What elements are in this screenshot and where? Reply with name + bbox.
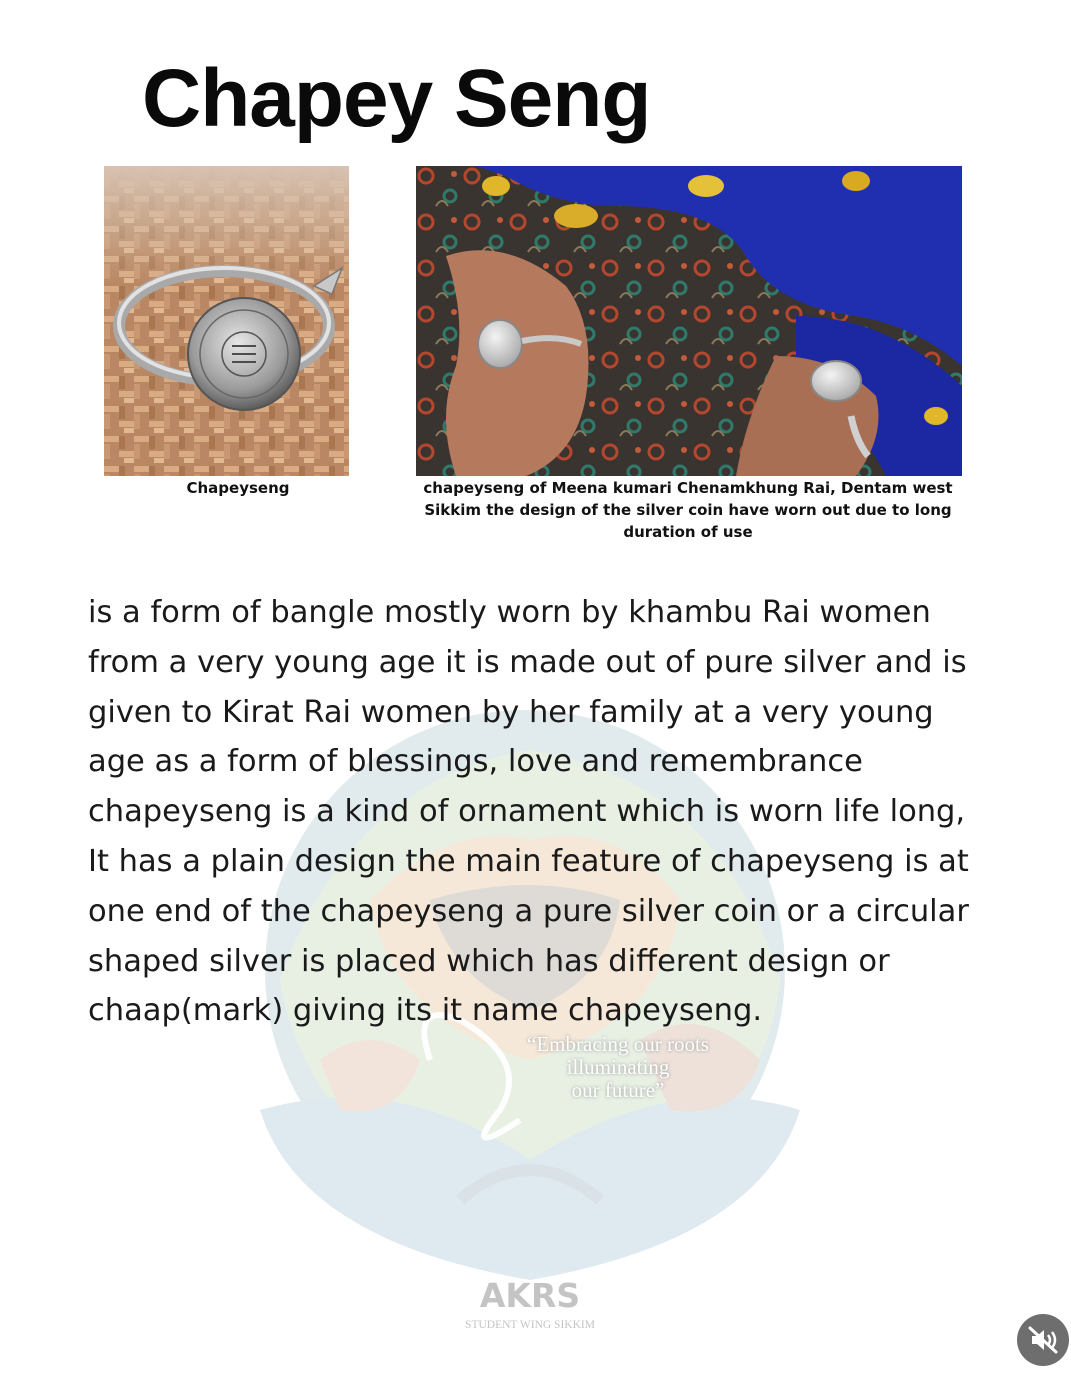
description-line: from a very young age it is made out of pure silver and is — [88, 644, 967, 680]
speaker-muted-icon — [1017, 1314, 1069, 1366]
description-line: one end of the chapeyseng a pure silver coin or a circular — [88, 893, 969, 929]
chapeyseng-photo — [104, 166, 349, 476]
description-line: chapeyseng is a kind of ornament which is worn life long, — [88, 794, 966, 830]
worn-chapeyseng-photo — [416, 166, 962, 476]
worn-chapeyseng-caption: chapeyseng of Meena kumari Chenamkhung Rai, Dentam west Sikkim the design of the silver coin have worn out due to long duration of use — [423, 479, 953, 541]
description-line: age as a form of blessings, love and remembrance — [88, 744, 863, 780]
description-line: given to Kirat Rai women by her family at a very young — [88, 694, 934, 730]
chapeyseng-caption: Chapeyseng — [186, 479, 290, 497]
wrists-image — [416, 166, 962, 476]
watermark-motto — [508, 1033, 728, 1102]
org-wing-text: STUDENT WING SIKKIM — [465, 1319, 595, 1331]
motto-line: “Embracing our roots — [527, 1032, 709, 1056]
description-line: shaped silver is placed which has different design or — [88, 943, 890, 979]
description-line: It has a plain design the main feature of chapeyseng is at — [88, 843, 969, 879]
motto-line: our future” — [571, 1078, 665, 1102]
motto-line: illuminating — [566, 1055, 670, 1079]
description-line: chaap(mark) giving its it name chapeyseng. — [88, 993, 763, 1029]
bangle-image — [104, 166, 349, 476]
description-line: is a form of bangle mostly worn by khambu Rai women — [88, 595, 931, 630]
org-logo-text: AKRS — [479, 1276, 581, 1315]
page-title: Chapey Seng — [142, 53, 651, 144]
chapeyseng-description — [88, 588, 1018, 1036]
mute-button[interactable] — [1017, 1314, 1069, 1366]
